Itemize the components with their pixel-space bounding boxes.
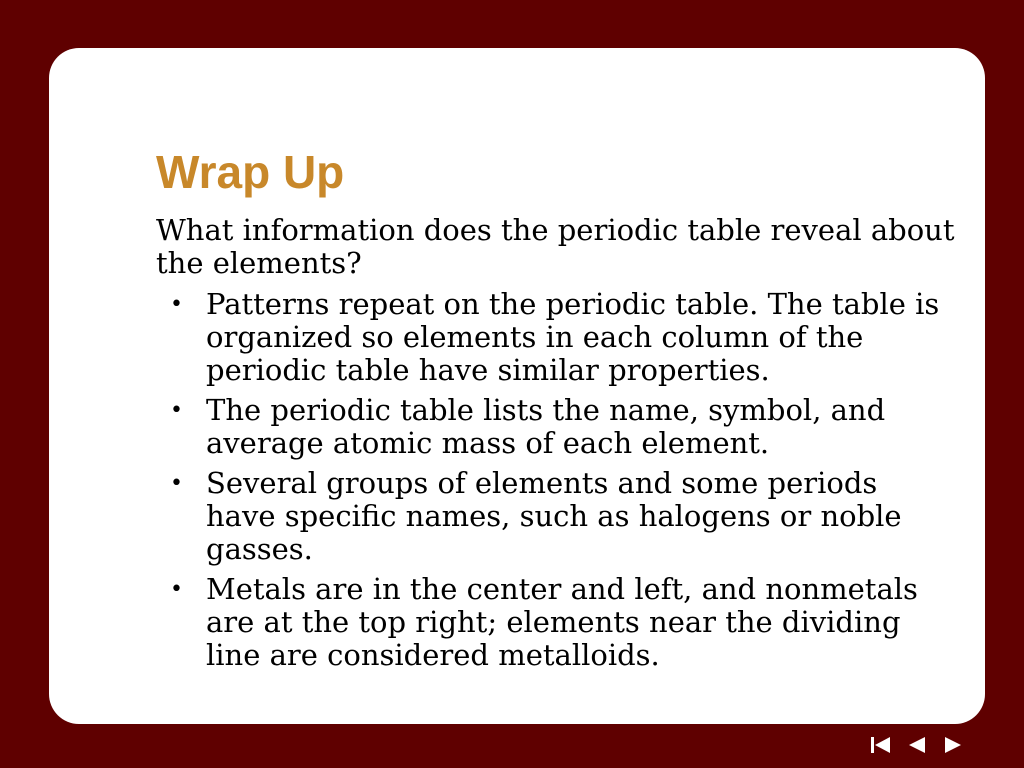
next-slide-button[interactable] (942, 734, 964, 756)
bullet-text: Several groups of elements and some periods have specific names, such as halogens or noble gasses. (206, 466, 902, 566)
bullet-item (156, 467, 956, 566)
slide-title: Wrap Up (156, 146, 345, 198)
bullet-item (156, 288, 956, 387)
bullet-point: • (170, 398, 183, 423)
skip-to-start-icon (871, 736, 891, 754)
question-text: What information does the periodic table reveal about the elements? (156, 213, 955, 280)
triangle-left-icon (908, 736, 926, 754)
slide-card (49, 48, 985, 724)
bullet-point: • (170, 471, 183, 496)
first-slide-button[interactable] (870, 734, 892, 756)
bullet-point: • (170, 577, 183, 602)
bullet-text: The periodic table lists the name, symbol, and average atomic mass of each element. (206, 393, 886, 460)
bullet-text: Metals are in the center and left, and nonmetals are at the top right; elements near the dividing line are considered metalloids. (206, 572, 918, 672)
slide-body (156, 214, 956, 679)
triangle-right-icon (944, 736, 962, 754)
bullet-item (156, 394, 956, 460)
bullet-item (156, 573, 956, 672)
bullet-point: • (170, 292, 183, 317)
bullet-text: Patterns repeat on the periodic table. The table is organized so elements in each column of the periodic table have similar properties. (206, 287, 940, 387)
previous-slide-button[interactable] (906, 734, 928, 756)
bullet-list (156, 288, 956, 672)
slide-navigation (870, 734, 964, 756)
